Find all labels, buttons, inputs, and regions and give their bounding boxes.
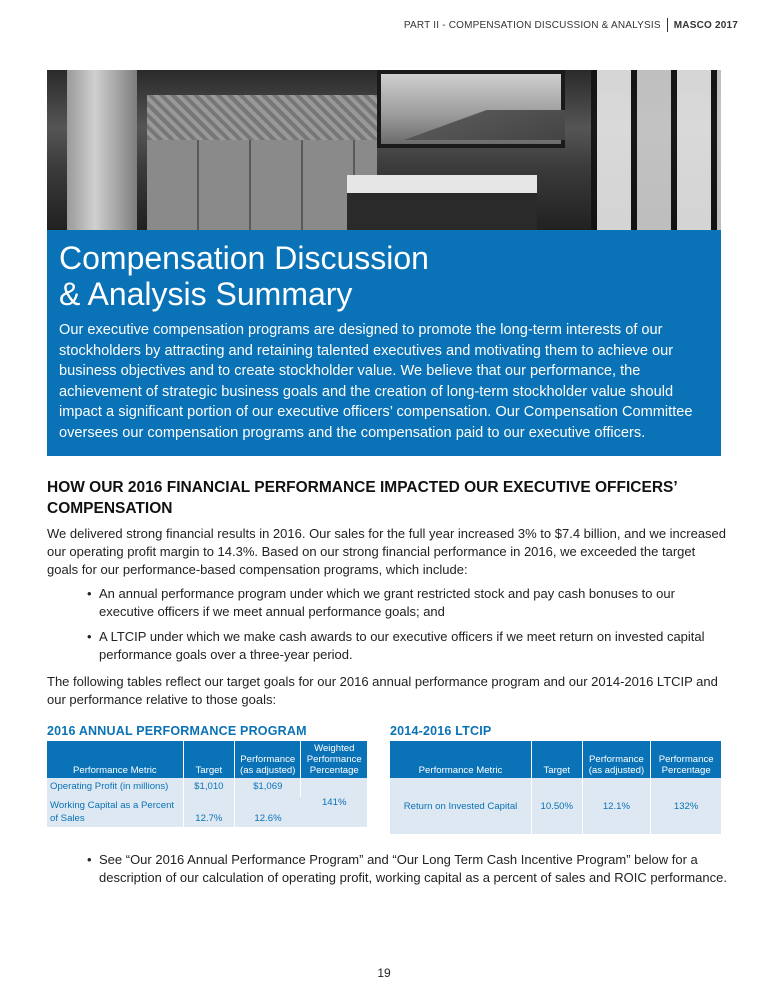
summary-panel <box>47 230 721 456</box>
photo-backsplash <box>147 95 377 140</box>
column-header: Weighted Performance Percentage <box>301 741 367 778</box>
performance-tables <box>47 724 721 834</box>
list-item <box>87 851 727 887</box>
page-number: 19 <box>377 966 391 980</box>
footnote-text: See “Our 2016 Annual Performance Program” and “Our Long Term Cash Incentive Program” below for a description of our calculation of operating profit, working capital as a percent of sales and ROIC performance. <box>99 852 727 885</box>
summary-title-line2: & Analysis Summary <box>59 276 353 312</box>
table-header-row <box>47 741 367 778</box>
summary-title-line1: Compensation Discussion <box>59 240 429 276</box>
section-label: PART II - COMPENSATION DISCUSSION & ANALYSIS <box>403 19 661 31</box>
photo-cabinets <box>147 140 377 236</box>
table-header-row <box>390 741 721 778</box>
target-cell: 12.7% <box>183 797 234 827</box>
performance-cell: 12.6% <box>235 797 301 827</box>
tables-intro: The following tables reflect our target goals for our 2016 annual performance program and our 2014-2016 LTCIP and our performance relative to those goals: <box>47 674 718 707</box>
column-header: Performance Percentage <box>651 741 721 778</box>
metric-cell: Operating Profit (in millions) <box>47 778 183 797</box>
list-item-text: An annual performance program under which we grant restricted stock and pay cash bonuses to our executive officers if we meet annual performance goals; and <box>99 586 675 619</box>
list-item <box>87 628 727 664</box>
target-cell: 10.50% <box>531 778 582 834</box>
intro-paragraph: We delivered strong financial results in 2016. Our sales for the full year increased 3% to $7.4 billion, and we increased our operating profit margin to 14.3%. Based on our strong financial performance in 2016, we exceeded the target goals for our performance-based compensation programs, which include: <box>47 526 727 577</box>
column-header: Performance Metric <box>47 741 183 778</box>
footnote-list <box>87 851 727 894</box>
percentage-cell: 132% <box>651 778 721 834</box>
brand-label: MASCO 2017 <box>673 19 738 31</box>
page-header <box>404 18 738 32</box>
metric-cell: Working Capital as a Percent of Sales <box>47 797 183 827</box>
column-header: Performance (as adjusted) <box>235 741 301 778</box>
annual-table-title: 2016 ANNUAL PERFORMANCE PROGRAM <box>47 724 307 738</box>
bullet-icon: • <box>87 852 92 867</box>
photo-fridge <box>67 70 137 236</box>
section-heading: HOW OUR 2016 FINANCIAL PERFORMANCE IMPACTED OUR EXECUTIVE OFFICERS’ COMPENSATION <box>47 479 677 517</box>
annual-program-table-block <box>47 724 367 827</box>
column-header: Performance (as adjusted) <box>582 741 651 778</box>
bullet-icon: • <box>87 629 92 644</box>
table-row <box>47 778 367 797</box>
ltcip-table-block <box>390 724 721 834</box>
summary-body: Our executive compensation programs are designed to promote the long-term interests of our stockholders by attracting and retaining talented executives and motivating them to achieve our business objectives and to create stockholder value. We believe that our performance, the achievement of strategic business goals and the creation of long-term stockholder value should impact a significant portion of our executive officers’ compensation. Our Compensation Committee oversees our compensation programs and the compensation paid to our executive officers. <box>59 322 693 441</box>
photo-island <box>347 175 537 236</box>
program-list <box>47 585 727 664</box>
main-content <box>47 477 727 709</box>
header-divider <box>667 18 668 32</box>
kitchen-photo <box>47 70 721 236</box>
summary-title <box>59 240 709 312</box>
ltcip-table <box>390 741 721 834</box>
list-item <box>87 585 727 621</box>
target-cell: $1,010 <box>183 778 234 797</box>
photo-glass-doors <box>591 70 721 236</box>
weighted-percentage-cell: 141% <box>301 778 367 827</box>
photo-mountain <box>377 110 565 140</box>
annual-program-table <box>47 741 367 827</box>
bullet-icon: • <box>87 586 92 601</box>
column-header: Target <box>183 741 234 778</box>
ltcip-table-title: 2014-2016 LTCIP <box>390 724 492 738</box>
metric-cell: Return on Invested Capital <box>390 778 531 834</box>
list-item-text: A LTCIP under which we make cash awards to our executive officers if we meet return on invested capital performance goals over a three-year period. <box>99 629 705 662</box>
column-header: Target <box>531 741 582 778</box>
column-header: Performance Metric <box>390 741 531 778</box>
performance-cell: $1,069 <box>235 778 301 797</box>
performance-cell: 12.1% <box>582 778 651 834</box>
table-row <box>390 778 721 834</box>
